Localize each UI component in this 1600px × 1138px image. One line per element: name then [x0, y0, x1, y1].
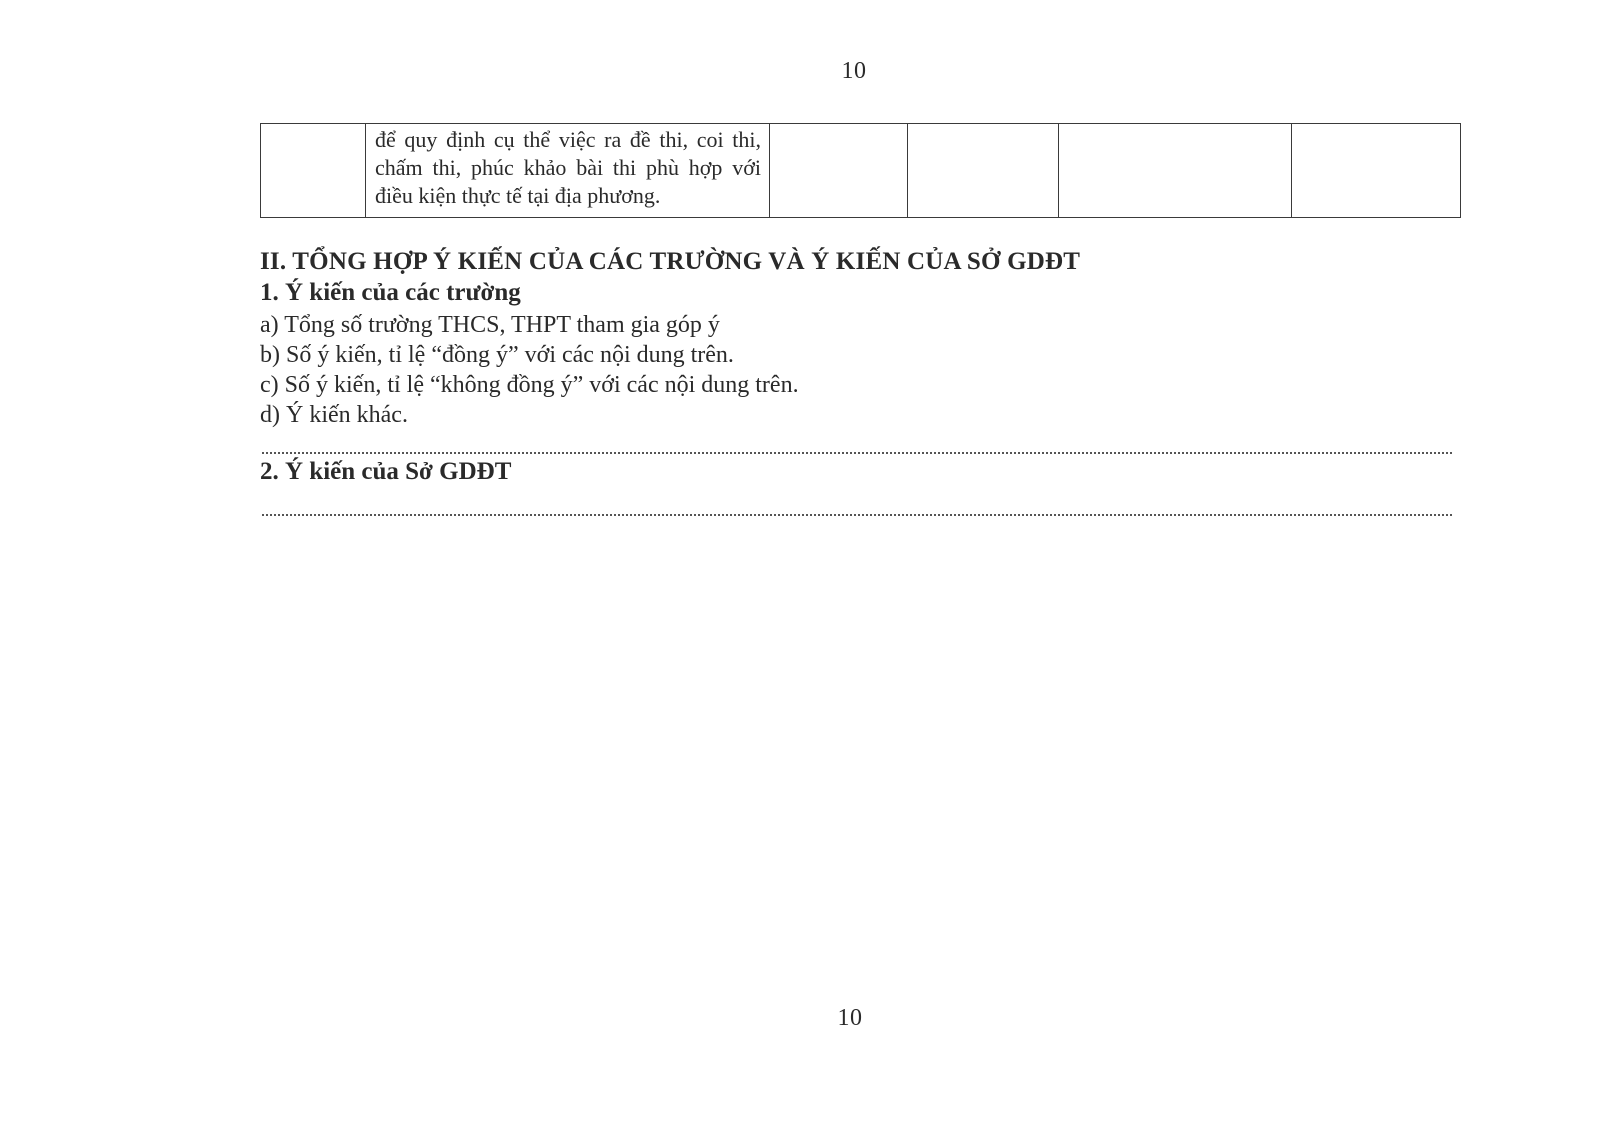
dotted-fill-line	[262, 452, 1452, 454]
section-heading: II. TỔNG HỢP Ý KIẾN CỦA CÁC TRƯỜNG VÀ Ý KIẾN CỦA SỞ GDĐT	[260, 248, 1081, 275]
table-cell-empty	[1059, 124, 1292, 218]
continuation-table	[260, 123, 1461, 218]
list-item: d) Ý kiến khác.	[260, 402, 408, 428]
list-item: b) Số ý kiến, tỉ lệ “đồng ý” với các nội dung trên.	[260, 342, 734, 368]
list-item: c) Số ý kiến, tỉ lệ “không đồng ý” với các nội dung trên.	[260, 372, 799, 398]
opinion-list	[260, 310, 1460, 430]
table-cell-content: để quy định cụ thể việc ra đề thi, coi thi, chấm thi, phúc khảo bài thi phù hợp với điều kiện thực tế tại địa phương.	[366, 124, 770, 218]
table-cell-index	[261, 124, 366, 218]
table-row	[261, 124, 1461, 218]
subsection-heading-department: 2. Ý kiến của Sở GDĐT	[260, 458, 512, 485]
table-cell-empty	[770, 124, 908, 218]
table-cell-empty	[1292, 124, 1461, 218]
table-cell-empty	[908, 124, 1059, 218]
page-number-bottom: 10	[837, 1005, 863, 1031]
page-number-top: 10	[841, 58, 867, 84]
subsection-heading-schools: 1. Ý kiến của các trường	[260, 279, 521, 306]
dotted-fill-line	[262, 514, 1452, 516]
list-item: a) Tổng số trường THCS, THPT tham gia góp ý	[260, 312, 720, 338]
